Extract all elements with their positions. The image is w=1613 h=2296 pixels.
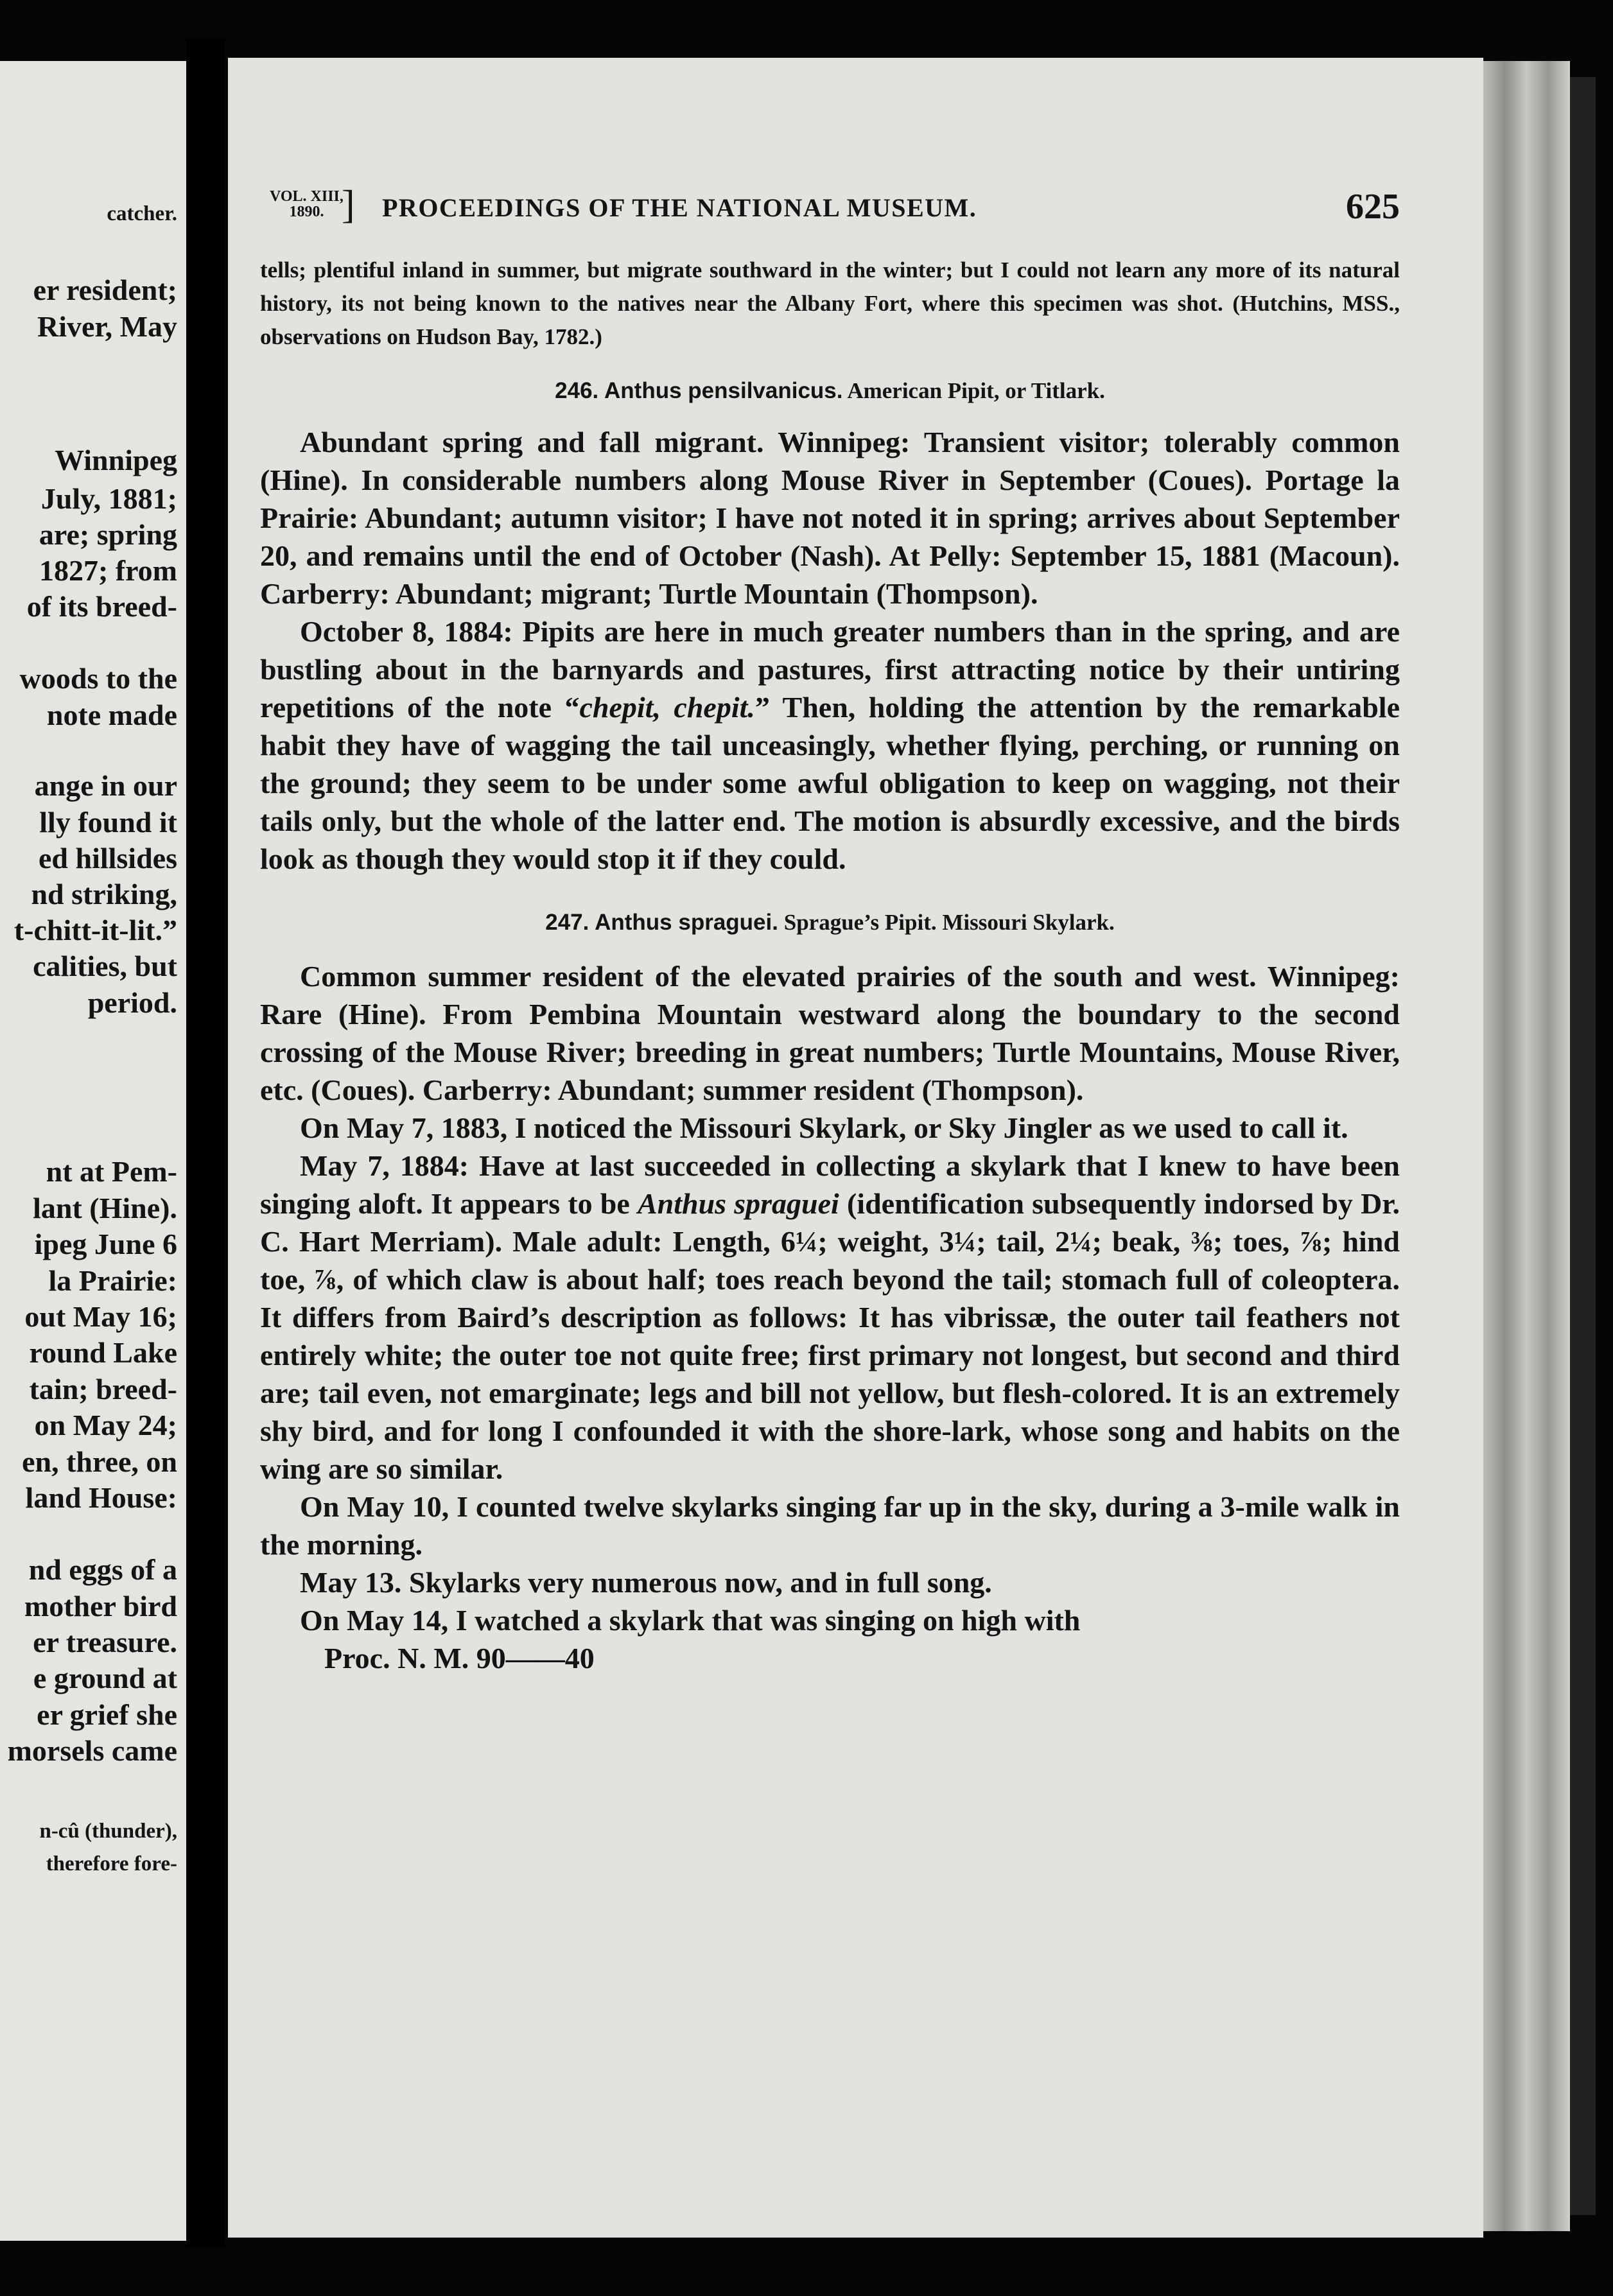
facing-page-line: nd eggs of a (28, 1553, 177, 1586)
species-number: 247. (545, 910, 589, 935)
paragraph (260, 613, 1400, 878)
text-span: May 7, 1884: Have at last succeeded in collecting a skylark that I knew to have been singing aloft. It appears to be (260, 1149, 1400, 1220)
species-number: 246. (555, 378, 599, 403)
facing-page (0, 61, 186, 2241)
facing-page-line: mother bird (24, 1590, 177, 1622)
facing-page-line: ed hillsides (38, 842, 177, 874)
facing-page-line: tain; breed- (29, 1373, 177, 1405)
species-common-name: American Pipit, or Titlark. (847, 378, 1105, 403)
volume-number: VOL. XIII, (270, 188, 344, 205)
facing-page-line: round Lake (29, 1336, 177, 1369)
facing-page-line: on May 24; (34, 1409, 177, 1441)
facing-page-line: ipeg June 6 (34, 1228, 177, 1260)
facing-page-line: er grief she (37, 1698, 177, 1731)
running-title: PROCEEDINGS OF THE NATIONAL MUSEUM. (382, 193, 977, 222)
paragraph: On May 14, I watched a skylark that was singing on high with (300, 1604, 1081, 1637)
volume-bracket: ] (342, 183, 355, 227)
paragraph: On May 7, 1883, I noticed the Missouri Skylark, or Sky Jingler as we used to call it. (300, 1111, 1348, 1144)
facing-page-line: la Prairie: (48, 1264, 177, 1297)
facing-page-line: are; spring (39, 518, 177, 551)
species-scientific-name: Anthus spraguei. (595, 910, 778, 935)
facing-page-line: er treasure. (33, 1626, 177, 1658)
text-span: ” Then, holding the attention by the remarkable habit they have of wagging the tail unceasingly, whether flying, perching, or running on the ground; they seem to be under some awful obligation to keep on wagging, not their tails only, but the whole of the latter end. The motion is absurdly excessive, and the birds look as though they would stop it if they could. (260, 691, 1400, 875)
species-heading-247 (260, 910, 1400, 935)
facing-page-line: ange in our (34, 769, 177, 802)
text-span: October 8, 1884: Pipits are here in much greater numbers than in the spring, and are bustling about in the barnyards and pastures, first attracting notice by their untiring repetitions of the note “ (260, 615, 1400, 724)
facing-page-line: en, three, on (22, 1445, 177, 1478)
facing-page-line: e ground at (33, 1662, 177, 1694)
facing-page-line: period. (87, 986, 177, 1019)
facing-page-line: of its breed- (26, 590, 177, 623)
paragraph: Abundant spring and fall migrant. Winnipeg: Transient visitor; tolerably common (Hine). In considerable numbers along Mouse River in September (Coues). Portage la Prairie: Abundant; autumn visitor; I have not noted it in spring; arrives about September 20, and remains until the end of October (Nash). At Pelly: September 15, 1881 (Macoun). Carberry: Abundant; migrant; Turtle Mountain (Thompson). (260, 426, 1400, 610)
facing-page-line: River, May (37, 310, 177, 343)
page-edge-shadow (1570, 77, 1596, 2215)
volume-label (270, 189, 344, 220)
facing-page-line: n-cû (thunder), (39, 1820, 177, 1843)
continuation-paragraph: tells; plentiful inland in summer, but migrate southward in the winter; but I could not learn any more of its natural history, its not being known to the natives near the Albany Fort, where this specimen was shot. (Hutchins, MSS., observations on Hudson Bay, 1782.) (260, 257, 1400, 349)
facing-page-line: nd striking, (31, 878, 177, 910)
italic-species-name: Anthus spraguei (637, 1187, 839, 1220)
facing-page-line: nt at Pem- (46, 1155, 177, 1188)
italic-note: chepit, chepit. (579, 691, 755, 724)
facing-page-line: July, 1881; (40, 482, 177, 515)
signature-mark: Proc. N. M. 90——40 (324, 1642, 595, 1674)
facing-page-line: catcher. (107, 202, 177, 225)
facing-page-line: lant (Hine). (33, 1192, 177, 1224)
facing-page-line: lly found it (39, 806, 177, 839)
facing-page-line: er resident; (33, 274, 177, 306)
book-gutter (186, 39, 225, 2247)
paragraph: On May 10, I counted twelve skylarks singing far up in the sky, during a 3-mile walk in the morning. (260, 1490, 1400, 1561)
facing-page-line: Winnipeg (55, 444, 177, 476)
species-scientific-name: Anthus pensilvanicus. (604, 378, 843, 403)
facing-page-line: t-chitt-it-lit.” (13, 914, 177, 946)
running-header (270, 183, 1400, 238)
species-common-name: Sprague’s Pipit. Missouri Skylark. (783, 910, 1115, 935)
paragraph: Common summer resident of the elevated prairies of the south and west. Winnipeg: Rare (Hine). From Pembina Mountain westward along the boundary to the second crossing of the Mouse River; breeding in great numbers; Turtle Mountains, Mouse River, etc. (Coues). Carberry: Abundant; summer resident (Thompson). (260, 960, 1400, 1106)
facing-page-line: 1827; from (39, 554, 177, 587)
facing-page-line: land House: (25, 1481, 177, 1514)
facing-page-line: morsels came (7, 1734, 177, 1767)
facing-page-line: out May 16; (24, 1300, 177, 1333)
paragraph (260, 1147, 1400, 1488)
volume-year: 1890. (289, 204, 324, 220)
page-number: 625 (1346, 187, 1400, 227)
facing-page-line: therefore fore- (46, 1852, 177, 1875)
species-heading-246 (260, 378, 1400, 404)
main-page (228, 58, 1483, 2238)
paragraph: May 13. Skylarks very numerous now, and in full song. (300, 1566, 992, 1599)
text-span: (identification subsequently indorsed by Dr. C. Hart Merriam). Male adult: Length, 6¼; weight, 3¼; tail, 2¼; beak, ⅜; toes, ⅞; hind toe, ⅞, of which claw is about half; toes reach beyond the tail; stomach full of coleoptera. It differs from Baird’s description as follows: It has vibrissæ, the outer tail feathers not entirely white; the outer toe not quite free; first primary not longest, but second and third are; tail even, not emarginate; legs and bill not yellow, but flesh-colored. It is an extremely shy bird, and for long I confounded it with the shore-lark, whose song and habits on the wing are so similar. (260, 1187, 1400, 1485)
facing-page-line: calities, but (33, 950, 177, 982)
facing-page-line: woods to the (19, 662, 177, 695)
page-body (260, 254, 1400, 1677)
facing-page-line: note made (46, 699, 177, 731)
page-stack-edge (1483, 61, 1570, 2231)
